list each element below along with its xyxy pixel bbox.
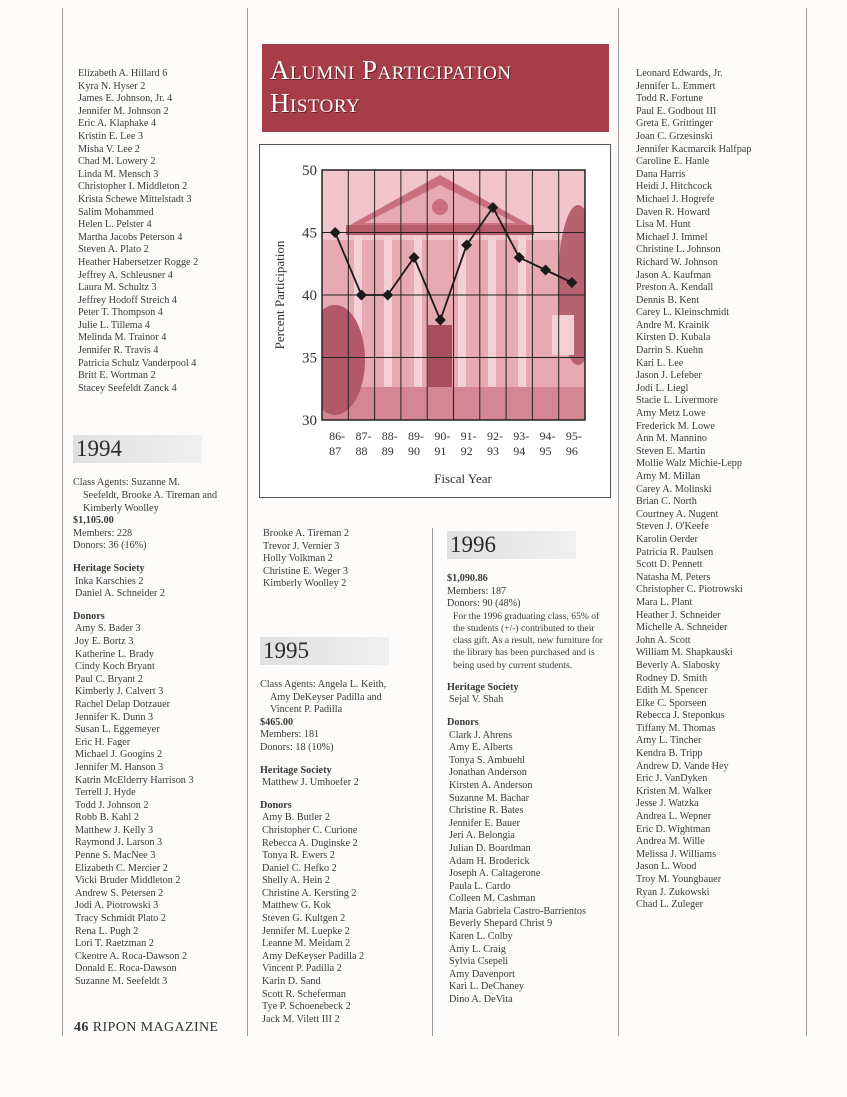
list-item: Jennifer L. Emmert [636, 80, 716, 92]
list-item: Christopher C. Curione [262, 824, 358, 836]
y-axis-label: Percent Participation [272, 240, 287, 350]
donors-count-1995: Donors: 18 (10%) [260, 741, 334, 753]
heritage-heading-1995: Heritage Society [260, 764, 332, 776]
list-item: Inka Karschies 2 [75, 575, 144, 587]
list-item: Vicki Bruder Middleton 2 [75, 875, 181, 887]
class-agents-line: Class Agents: Suzanne M. [73, 477, 180, 489]
list-item: Rena L. Pugh 2 [75, 925, 139, 937]
y-tick-label: 40 [302, 288, 317, 304]
list-item: Michael J. Googins 2 [75, 749, 163, 761]
year-heading-1996: 1996 [447, 531, 576, 559]
list-item: Darrin S. Kuehn [636, 345, 704, 357]
title-line-1: Alumni Participation [270, 55, 512, 85]
y-tick-label: 35 [302, 350, 317, 367]
list-item: Jennifer M. Hanson 3 [75, 761, 164, 773]
list-item: Kyra N. Hyser 2 [78, 80, 146, 92]
list-item: Rebecca A. Duginske 2 [262, 837, 358, 849]
column-2 [260, 528, 431, 1026]
heritage-list-1994 [73, 576, 243, 601]
donors-list-1995 [260, 812, 431, 1026]
list-item: Julian D. Boardman [449, 842, 531, 854]
list-item: Jennifer E. Bauer [449, 817, 520, 829]
list-item: Eric J. VanDyken [636, 773, 708, 785]
list-item: Kari L. Lee [636, 357, 684, 369]
members-1995: Members: 181 [260, 729, 320, 741]
list-item: Misha V. Lee 2 [78, 143, 140, 155]
list-item: Sejal V. Shah [449, 694, 504, 706]
list-item: Matthew J. Umhoefer 2 [262, 777, 359, 789]
x-tick-label: 87 [329, 444, 342, 458]
list-item: Amy E. Alberts [449, 742, 513, 754]
list-item: Daniel A. Schneider 2 [75, 588, 165, 600]
list-item: Amy Davenport [449, 968, 515, 980]
class-agents-line: Class Agents: Angela L. Keith, [260, 678, 387, 690]
list-item: Troy M. Youngbauer [636, 874, 722, 885]
x-tick-label: 93 [486, 444, 499, 458]
heritage-list-1995 [260, 777, 431, 790]
x-tick-label: 88- [381, 429, 398, 443]
members-1994: Members: 228 [73, 527, 133, 539]
list-item: Dana Harris [636, 168, 686, 180]
column-rule-2 [432, 528, 433, 1036]
list-item: Laura M. Schultz 3 [78, 282, 157, 294]
x-tick-label: 88 [355, 444, 368, 458]
donors-list-1994 [73, 623, 243, 988]
list-item: James E. Johnson, Jr. 4 [78, 93, 173, 105]
list-item: Beverly Shepard Christ 9 [449, 918, 553, 930]
list-item: Paul C. Bryant 2 [75, 673, 143, 685]
class-agents-1995 [260, 679, 431, 1026]
y-tick-label: 45 [302, 225, 317, 242]
list-item: Michael J. Immel [636, 231, 708, 243]
list-item: Eric H. Fager [75, 736, 131, 748]
column-rule-1 [247, 8, 248, 1036]
list-item: Matthew G. Kok [262, 900, 331, 912]
list-item: Jesse J. Watzka [636, 798, 699, 810]
list-item: Edith M. Spencer [636, 685, 708, 697]
list-item: Carey A. Molinski [636, 483, 712, 495]
list-item: Jason A. Kaufman [636, 269, 711, 281]
list-item: Colleen M. Cashman [449, 893, 536, 905]
list-item: Andre M. Krainik [636, 319, 710, 331]
list-item: Leonard Edwards, Jr. [636, 68, 723, 79]
list-item: Jason J. Lefeber [636, 370, 702, 382]
x-axis-label: Fiscal Year [434, 471, 492, 486]
list-item: Kirsten A. Anderson [449, 779, 533, 791]
list-item: Ann M. Mannino [636, 433, 708, 445]
class-agents-1994 [73, 477, 243, 988]
list-item: Andrew S. Petersen 2 [75, 887, 164, 899]
x-tick-label: 91 [434, 444, 447, 458]
list-item: Shelly A. Hein 2 [262, 875, 330, 887]
list-item: Tye P. Schoenebeck 2 [262, 1001, 351, 1013]
list-item: Terrell J. Hyde [75, 787, 136, 799]
magazine-name: RIPON MAGAZINE [92, 1020, 219, 1035]
list-item: Julie L. Tillema 4 [78, 319, 150, 331]
x-tick-label: 89 [381, 444, 394, 458]
list-item: Amy L. Tincher [636, 735, 702, 747]
list-item: Heather J. Schneider [636, 609, 721, 621]
list-item: Melinda M. Trainor 4 [78, 332, 167, 344]
list-item: Karin D. Sand [262, 976, 321, 988]
list-item: Jodi A. Piotrowski 3 [75, 900, 159, 912]
list-item: Amy M. Millan [636, 471, 701, 482]
list-item: Chad M. Lowery 2 [78, 156, 156, 168]
list-item: Krista Schewe Mittelstadt 3 [78, 193, 192, 205]
list-item: Vincent P. Padilla 2 [262, 963, 342, 975]
list-item: Jennifer Kacmarcik Halfpap [636, 143, 752, 155]
list-item: Suzanne M. Bachar [449, 792, 530, 804]
list-item: Jeffrey A. Schleusner 4 [78, 269, 173, 281]
y-tick-label: 50 [302, 163, 317, 179]
class-agents-line: Amy DeKeyser Padilla and [270, 691, 382, 703]
heritage-heading-1996: Heritage Society [447, 681, 519, 693]
x-tick-label: 95- [565, 429, 582, 443]
list-item: Paula L. Cardo [449, 880, 511, 892]
list-item: Tiffany M. Thomas [636, 722, 716, 734]
list-item: Andrea M. Wille [636, 836, 705, 848]
list-item: Tonya R. Ewers 2 [262, 850, 335, 862]
heritage-heading-1994: Heritage Society [73, 563, 145, 574]
donors-list-1994-cont [263, 528, 431, 591]
list-item: Raymond J. Larson 3 [75, 837, 163, 849]
list-item: Christopher I. Middleton 2 [78, 181, 188, 193]
list-item: Andrew D. Vande Hey [636, 760, 729, 772]
list-item: Kirsten D. Kubala [636, 332, 711, 344]
page-footer [74, 1020, 218, 1036]
x-tick-label: 93- [513, 429, 530, 443]
participation-chart [260, 145, 610, 497]
x-tick-label: 90- [434, 429, 451, 443]
class-agents-line: Kimberly Woolley [83, 502, 159, 514]
list-item: Joan C. Grzesinski [636, 130, 713, 142]
list-item: Heather Habersetzer Rogge 2 [78, 256, 199, 268]
list-item: Suzanne M. Seefeldt 3 [75, 976, 168, 987]
list-item: Amy L. Craig [449, 943, 506, 955]
list-item: Adam H. Broderick [449, 855, 530, 867]
list-item: Amy B. Butler 2 [262, 812, 330, 824]
x-tick-label: 94 [513, 444, 526, 458]
list-item: Katherine L. Brady [75, 648, 154, 660]
list-item: John A. Scott [636, 634, 691, 646]
x-tick-label: 87- [355, 429, 372, 443]
list-item: Kimberly J. Calvert 3 [75, 686, 164, 698]
column-1 [73, 68, 243, 989]
list-item: Jeri A. Belongia [449, 830, 515, 842]
x-tick-label: 90 [408, 444, 421, 458]
list-item: Donald E. Roca-Dawson [75, 963, 177, 975]
x-tick-label: 94- [539, 429, 556, 443]
list-item: Natasha M. Peters [636, 571, 711, 583]
list-item: Sylvia Csepeli [449, 956, 509, 968]
x-tick-label: 86- [329, 429, 346, 443]
heritage-list-1996 [447, 694, 612, 707]
list-item: Christine E. Weger 3 [263, 565, 349, 577]
gift-amount-1996: $1,090.86 [447, 573, 488, 584]
column-3 [447, 531, 612, 1007]
y-axis-ticks [302, 163, 317, 429]
list-item: Amy DeKeyser Padilla 2 [262, 950, 365, 962]
list-item: Joy E. Bortz 3 [75, 635, 134, 647]
list-item: Preston A. Kendall [636, 282, 714, 294]
list-item: Patricia Schulz Vanderpool 4 [78, 357, 197, 369]
list-item: Daven R. Howard [636, 206, 710, 218]
list-item: Rachel Delap Dotzauer [75, 698, 171, 710]
x-axis-ticks [329, 429, 582, 458]
list-item: Caroline E. Hanle [636, 156, 710, 168]
year-heading-1994: 1994 [73, 435, 202, 463]
x-tick-label: 91- [460, 429, 477, 443]
members-1996: Members: 187 [447, 585, 507, 597]
list-item: Jeffrey Hodoff Streich 4 [78, 294, 177, 306]
donors-heading-1995: Donors [260, 799, 292, 811]
list-item: Mara L. Plant [636, 596, 693, 608]
list-item: Jack M. Vilett III 2 [262, 1013, 340, 1025]
list-item: Mollie Walz Michie-Lepp [636, 458, 742, 470]
list-item: Chad L. Zuleger [636, 899, 704, 911]
list-item: Holly Volkman 2 [263, 553, 333, 565]
donors-heading-1996: Donors [447, 716, 479, 728]
list-item: Linda M. Mensch 3 [78, 168, 159, 180]
column-4 [636, 68, 804, 912]
list-item: Melissa J. Williams [636, 848, 717, 860]
list-item: Michael J. Hogrefe [636, 193, 715, 205]
list-item: Frederick M. Lowe [636, 420, 715, 432]
list-item: William M. Shapkauski [636, 647, 733, 659]
list-item: Tonya S. Ambuehl [449, 754, 525, 766]
list-item: Christopher C. Piotrowski [636, 584, 743, 596]
list-item: Kristin E. Lee 3 [78, 130, 144, 142]
list-item: Robb B. Kahl 2 [75, 812, 139, 824]
list-item: Andrea L. Wepner [636, 811, 712, 823]
list-item: Greta E. Grittinger [636, 118, 713, 130]
list-item: Helen L. Pelster 4 [78, 219, 152, 231]
year-heading-1995: 1995 [260, 637, 389, 665]
list-item: Christine R. Bates [449, 805, 524, 817]
list-item: Steven A. Plato 2 [78, 244, 149, 256]
list-item: Kristen M. Walker [636, 785, 712, 797]
column-rule-3 [618, 8, 619, 1036]
list-item: Cindy Koch Bryant [75, 661, 155, 673]
class-gift-note-1996: For the 1996 graduating class, 65% of the students (+/-) contributed to their class gift. As a result, new furniture for the library has been purchased and is being used by current students. [453, 610, 603, 671]
list-item: Peter T. Thompson 4 [78, 307, 163, 319]
list-item: Maria Gabriela Castro-Barrientos [449, 905, 586, 917]
list-item: Amy S. Bader 3 [75, 623, 141, 635]
list-item: Dino A. DeVita [449, 994, 513, 1006]
title-line-2: History [270, 88, 361, 118]
x-tick-label: 92- [486, 429, 503, 443]
list-item: Steven E. Martin [636, 445, 706, 457]
list-item: Scott D. Pennett [636, 559, 703, 571]
list-item: Rodney D. Smith [636, 672, 708, 684]
list-item: Eric D. Wightman [636, 823, 711, 835]
list-item: Eric A. Klaphake 4 [78, 118, 157, 130]
list-item: Stacie L. Livermore [636, 395, 718, 407]
list-item: Paul E. Godbout III [636, 105, 717, 117]
list-item: Clark J. Ahrens [449, 729, 513, 741]
list-item: Elke C. Sporseen [636, 697, 707, 709]
list-item: Rebecca J. Steponkus [636, 710, 725, 722]
list-item: Susan L. Eggemeyer [75, 724, 160, 736]
list-item: Stacey Seefeldt Zanck 4 [78, 382, 177, 394]
list-item: Jason L. Wood [636, 861, 697, 873]
x-tick-label: 95 [539, 444, 552, 458]
x-tick-label: 92 [460, 444, 473, 458]
class-agents-line: Seefeldt, Brooke A. Tireman and [83, 490, 218, 502]
list-item: Jennifer M. Luepke 2 [262, 925, 350, 937]
column-rule-left [62, 8, 63, 1036]
list-item: Elizabeth A. Hillard 6 [78, 68, 168, 79]
list-item: Jennifer R. Travis 4 [78, 345, 159, 357]
list-item: Carey L. Kleinschmidt [636, 307, 730, 319]
list-item: Jodi L. Liegl [636, 382, 689, 394]
list-item: Brian C. North [636, 496, 697, 508]
list-item: Martha Jacobs Peterson 4 [78, 231, 183, 243]
list-item: Karolin Oerder [636, 533, 698, 545]
list-item: Christine L. Johnson [636, 244, 721, 256]
donors-list-1996-cont [636, 68, 804, 912]
list-item: Jonathan Anderson [449, 767, 527, 779]
list-item: Kari L. DeChaney [449, 981, 524, 993]
list-item: Jennifer K. Dunn 3 [75, 711, 154, 723]
page-number: 46 [74, 1020, 89, 1035]
class-agents-line: Vincent P. Padilla [270, 704, 343, 716]
list-item: Daniel C. Hefko 2 [262, 862, 337, 874]
list-item: Steven G. Kultgen 2 [262, 913, 346, 925]
list-item: Heidi J. Hitchcock [636, 181, 713, 193]
list-item: Ryan J. Zukowski [636, 886, 710, 898]
donors-count-1996: Donors: 90 (48%) [447, 598, 521, 610]
donors-list-1996 [447, 730, 612, 1007]
list-item: Matthew J. Kelly 3 [75, 824, 154, 836]
x-tick-label: 89- [408, 429, 425, 443]
x-tick-label: 96 [565, 444, 578, 458]
donors-heading-1994: Donors [73, 610, 105, 622]
list-item: Brooke A. Tireman 2 [263, 528, 350, 539]
list-item: Ckeotre A. Roca-Dawson 2 [75, 950, 188, 962]
list-item: Elizabeth C. Mercier 2 [75, 862, 168, 874]
list-item: Steven J. O'Keefe [636, 521, 709, 533]
list-item: Amy Metz Lowe [636, 408, 706, 420]
donors-count-1994: Donors: 36 (16%) [73, 540, 147, 552]
list-item: Leanne M. Meidam 2 [262, 938, 351, 950]
list-item: Britt E. Wortman 2 [78, 370, 156, 382]
list-item: Katrin McElderry Harrison 3 [75, 774, 194, 786]
list-item: Michelle A. Schneider [636, 622, 728, 634]
list-item: Joseph A. Caltagerone [449, 868, 541, 880]
list-item: Richard W. Johnson [636, 256, 718, 268]
y-tick-label: 30 [302, 413, 317, 429]
list-item: Courtney A. Nugent [636, 508, 719, 520]
list-item: Todd R. Fortune [636, 93, 703, 105]
name-list-1993 [78, 68, 243, 395]
list-item: Kimberly Woolley 2 [263, 578, 347, 590]
gift-amount-1994: $1,105.00 [73, 515, 114, 527]
chart-frame [259, 144, 611, 498]
list-item: Beverly A. Slabosky [636, 659, 721, 671]
list-item: Kendra B. Tripp [636, 748, 703, 760]
list-item: Scott R. Scheferman [262, 988, 347, 1000]
page-title [262, 44, 609, 132]
list-item: Penne S. MacNee 3 [75, 850, 156, 862]
list-item: Lisa M. Hunt [636, 219, 691, 231]
list-item: Karen L. Colby [449, 931, 513, 943]
list-item: Trevor J. Vernier 3 [263, 540, 340, 552]
list-item: Dennis B. Kent [636, 294, 700, 306]
list-item: Patricia R. Paulsen [636, 546, 714, 558]
gift-amount-1995: $465.00 [260, 716, 294, 728]
list-item: Todd J. Johnson 2 [75, 799, 149, 811]
column-rule-right [806, 8, 807, 1036]
list-item: Salim Mohammed [78, 206, 154, 218]
list-item: Tracy Schmidt Plato 2 [75, 913, 167, 925]
list-item: Jennifer M. Johnson 2 [78, 105, 169, 117]
list-item: Lori T. Raetzman 2 [75, 938, 154, 950]
list-item: Christine A. Kersting 2 [262, 887, 357, 899]
